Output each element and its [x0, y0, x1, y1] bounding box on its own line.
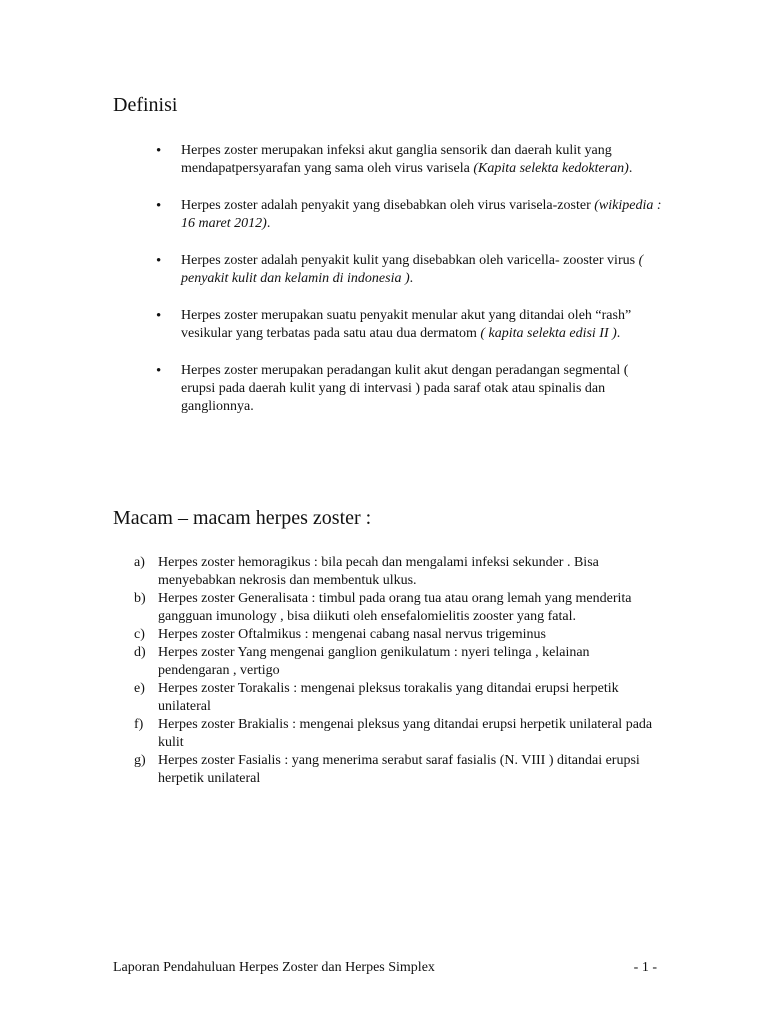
item-text: Herpes zoster Torakalis : mengenai pleksus torakalis yang ditandai erupsi herpetik unilateral	[158, 681, 619, 714]
list-item	[134, 626, 654, 644]
item-tail: .	[409, 271, 414, 286]
list-item	[156, 197, 666, 233]
list-marker: d)	[134, 645, 146, 660]
list-item	[156, 362, 666, 416]
list-marker: g)	[134, 753, 146, 768]
list-item	[156, 307, 666, 343]
item-text: Herpes zoster adalah penyakit kulit yang disebabkan oleh varicella- zooster virus	[181, 253, 639, 268]
item-citation: (wikipedia : 16 maret 2012)	[181, 198, 662, 231]
item-tail: .	[616, 326, 621, 341]
item-citation: ( kapita selekta edisi II )	[480, 326, 617, 341]
list-item	[134, 680, 654, 716]
definition-list	[156, 142, 666, 435]
list-marker: c)	[134, 627, 145, 642]
list-item	[134, 716, 654, 752]
item-text: Herpes zoster merupakan suatu penyakit menular akut yang ditandai oleh “rash” vesikular yang terbatas pada satu atau dua dermatom	[181, 308, 632, 341]
item-text: Herpes zoster merupakan peradangan kulit akut dengan peradangan segmental ( erupsi pada daerah kulit yang di intervasi ) pada saraf otak atau spinalis dan ganglionnya.	[181, 363, 629, 414]
list-item	[134, 554, 654, 590]
footer-title: Laporan Pendahuluan Herpes Zoster dan Herpes Simplex	[113, 960, 435, 975]
item-tail: .	[628, 161, 633, 176]
item-text: Herpes zoster adalah penyakit yang disebabkan oleh virus varisela-zoster	[181, 198, 595, 213]
item-text: Herpes zoster Generalisata : timbul pada orang tua atau orang lemah yang menderita gangguan imunology , bisa diikuti oleh ensefalomielitis zooster yang fatal.	[158, 591, 632, 624]
item-text: Herpes zoster Fasialis : yang menerima serabut saraf fasialis (N. VIII ) ditandai erupsi herpetik unilateral	[158, 753, 640, 786]
item-text: Herpes zoster Yang mengenai ganglion genikulatum : nyeri telinga , kelainan pendengaran , vertigo	[158, 645, 590, 678]
list-item	[134, 590, 654, 626]
page-footer	[113, 960, 657, 976]
item-text: Herpes zoster Oftalmikus : mengenai cabang nasal nervus trigeminus	[158, 627, 546, 642]
list-marker: f)	[134, 717, 144, 732]
list-marker: a)	[134, 555, 145, 570]
list-marker: e)	[134, 681, 145, 696]
item-citation: ( penyakit kulit dan kelamin di indonesia )	[181, 253, 644, 286]
section-heading-macam: Macam – macam herpes zoster :	[113, 507, 372, 529]
section-heading-definisi: Definisi	[113, 94, 178, 116]
item-citation: (Kapita selekta kedokteran)	[473, 161, 629, 176]
list-item	[156, 142, 666, 178]
list-item	[134, 752, 654, 788]
page-number: - 1 -	[633, 960, 657, 975]
item-tail: .	[266, 216, 271, 231]
list-item	[134, 644, 654, 680]
list-marker: b)	[134, 591, 146, 606]
item-text: Herpes zoster merupakan infeksi akut ganglia sensorik dan daerah kulit yang mendapatpersyarafan yang sama oleh virus varisela	[181, 143, 612, 176]
list-item	[156, 252, 666, 288]
item-text: Herpes zoster hemoragikus : bila pecah dan mengalami infeksi sekunder . Bisa menyebabkan nekrosis dan membentuk ulkus.	[158, 555, 599, 588]
types-list	[134, 554, 654, 788]
item-text: Herpes zoster Brakialis : mengenai pleksus yang ditandai erupsi herpetik unilateral pada kulit	[158, 717, 653, 750]
